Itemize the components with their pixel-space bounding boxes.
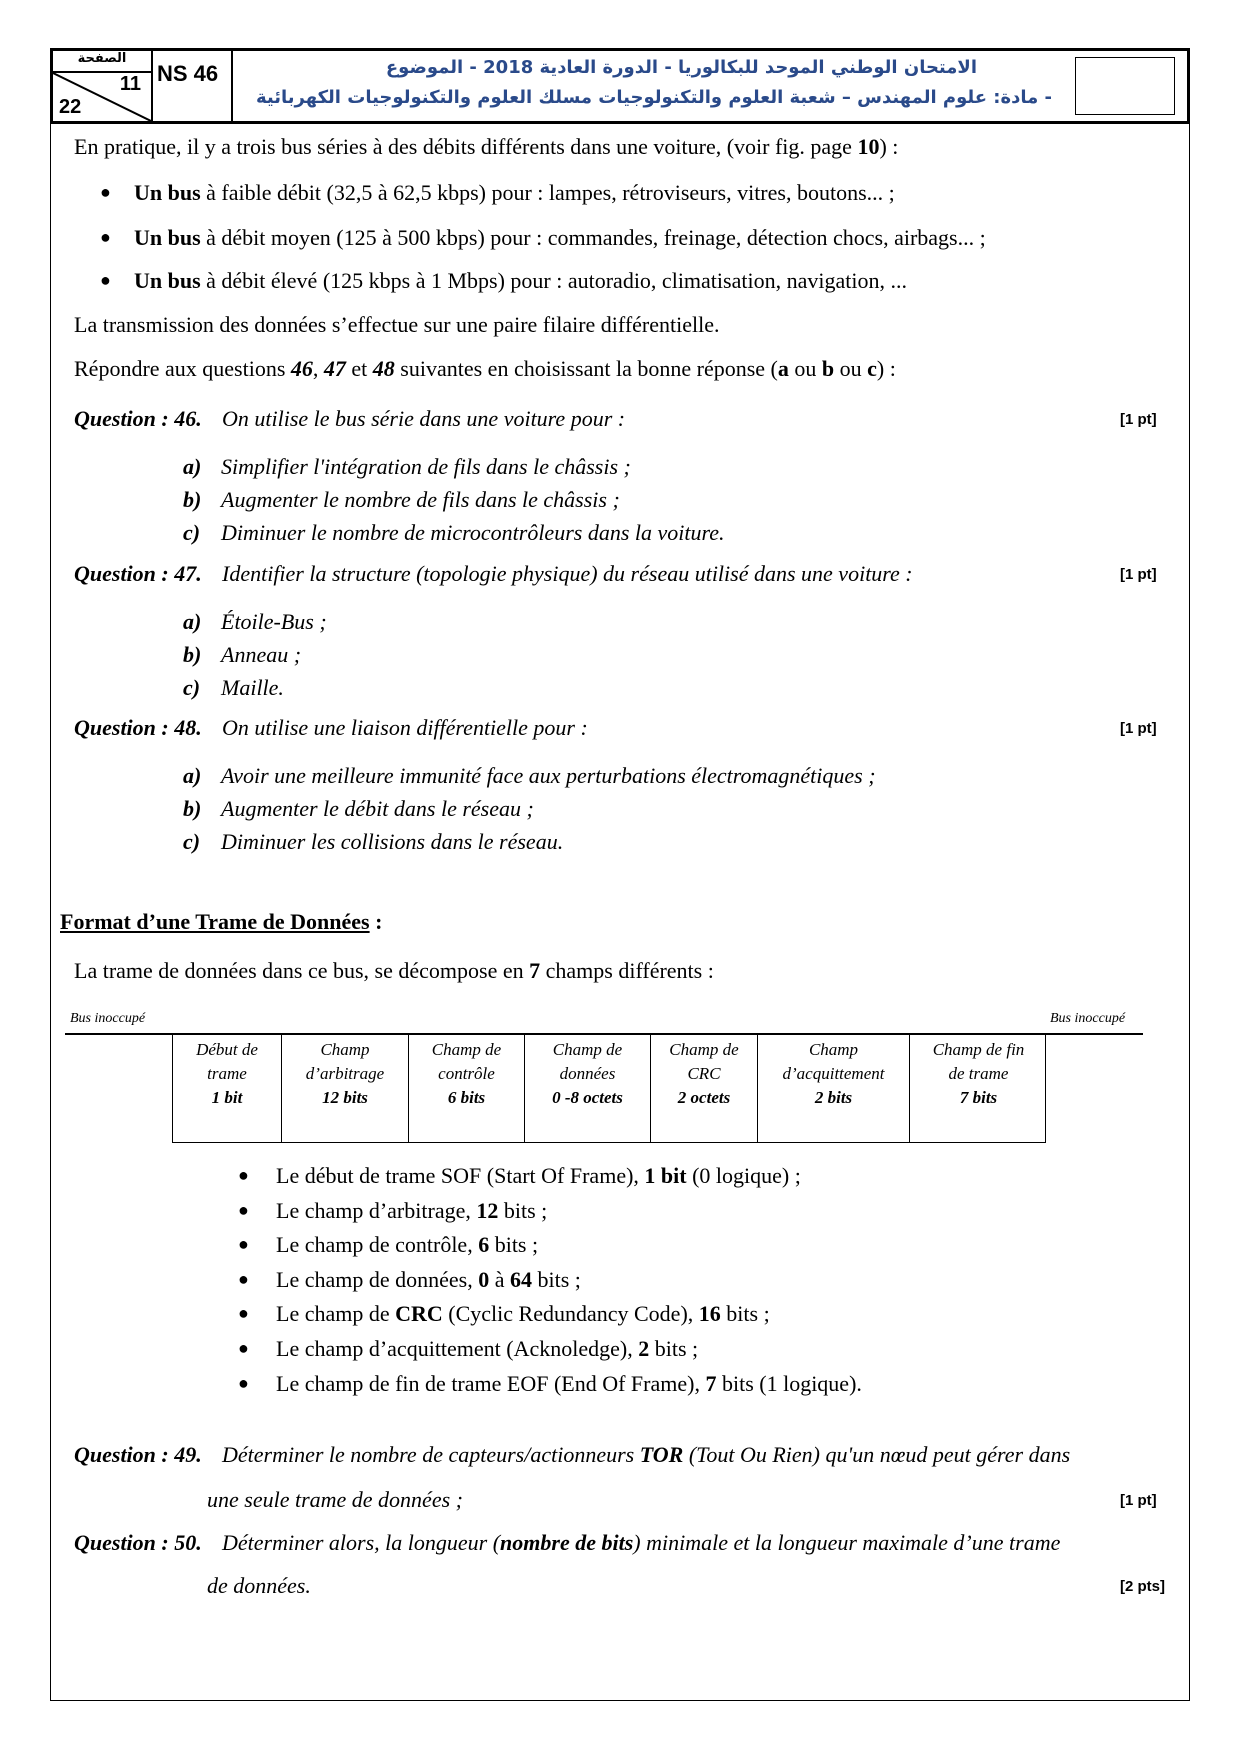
bus-bullet-text: à débit moyen (125 à 500 kbps) pour : commandes, freinage, détection chocs, airbags... ; — [200, 225, 986, 250]
frame-field — [281, 1034, 408, 1142]
bullet-icon: ● — [238, 1338, 249, 1358]
field-bullet-text: Le champ de — [276, 1301, 396, 1327]
bus-bullet — [134, 268, 907, 294]
frame-field-line: de trame — [948, 1064, 1009, 1083]
frame-field-line: Champ — [320, 1040, 370, 1059]
field-bullet-text: Le champ de données, — [276, 1266, 479, 1292]
q50-text: Déterminer alors, la longueur (nombre de bits) minimale et la longueur maximale d’une trame — [222, 1530, 1061, 1555]
frame-field-line: 1 bit — [211, 1088, 243, 1107]
bullet-icon: ● — [100, 227, 111, 247]
frame-field-line: Champ de — [552, 1040, 623, 1059]
option-text: Diminuer les collisions dans le réseau. — [221, 829, 564, 854]
field-bullet-text: bits ; — [498, 1197, 548, 1223]
q50-points: [2 pts] — [1120, 1578, 1165, 1595]
field-bullet-text: bits ; — [531, 1266, 581, 1292]
header-title-line2: - مادة: علوم المهندس – شعبة العلوم والتكنولوجيات مسلك العلوم والتكنولوجيات الكهربائية — [255, 87, 1052, 108]
option-letter: c) — [183, 675, 201, 700]
blank-box — [1075, 57, 1175, 115]
option-text: Simplifier l'intégration de fils dans le châssis ; — [221, 454, 631, 479]
option-letter: c) — [183, 520, 201, 545]
bus-bullet — [134, 180, 895, 206]
field-bullet — [276, 1301, 770, 1327]
bullet-icon: ● — [100, 182, 111, 202]
bullet-icon: ● — [238, 1165, 249, 1185]
bus-bullet-bold: Un bus — [134, 225, 201, 250]
page-label: الصفحة — [53, 51, 151, 73]
q50-text-line2: de données. — [207, 1573, 311, 1598]
frame-field-line: CRC — [687, 1064, 721, 1083]
bus-bullet-text: à débit élevé (125 kbps à 1 Mbps) pour : autoradio, climatisation, navigation, ... — [200, 268, 907, 293]
frame-fields-table — [172, 1034, 1046, 1143]
frame-field-line: d’acquittement — [782, 1064, 885, 1083]
frame-field-line: 2 octets — [677, 1088, 731, 1107]
bullet-icon: ● — [238, 1268, 249, 1289]
intro-text: En pratique, il y a trois bus séries à des débits différents dans une voiture, (voir fig. page 10) : — [74, 134, 899, 159]
frame-field — [408, 1034, 524, 1142]
field-bullet-bold: 6 — [478, 1232, 490, 1258]
bus-idle-right: Bus inoccupé — [1050, 1011, 1126, 1026]
bullet-icon: ● — [238, 1234, 249, 1255]
frame-field-line: 6 bits — [447, 1088, 486, 1107]
page-total: 22 — [59, 96, 82, 118]
frame-field-line: données — [559, 1064, 616, 1083]
bus-bullet-bold: Un bus — [134, 180, 201, 205]
option-letter: b) — [183, 487, 202, 512]
question-label: Question : 48. — [74, 715, 202, 740]
option-text: Anneau ; — [221, 642, 302, 667]
frame-field-line: Champ de — [669, 1040, 739, 1059]
exam-code: NS 46 — [157, 61, 219, 86]
field-bullet-bold: CRC — [395, 1301, 443, 1327]
option-text: Étoile-Bus ; — [221, 609, 327, 634]
instructions-text: Répondre aux questions 46, 47 et 48 suivantes en choisissant la bonne réponse (a ou b ou c) : — [74, 356, 896, 381]
section-title: Format d’une Trame de Données : — [60, 909, 383, 934]
option-letter: a) — [183, 763, 202, 788]
field-bullet-text: Le champ d’acquittement (Acknoledge), — [276, 1336, 639, 1361]
bullet-icon: ● — [100, 270, 111, 290]
field-bullet-text: bits ; — [649, 1336, 699, 1361]
q49-points: [1 pt] — [1120, 1492, 1157, 1509]
bullet-icon: ● — [238, 1199, 249, 1220]
field-bullet-bold: 12 — [476, 1197, 499, 1223]
option-text: Diminuer le nombre de microcontrôleurs dans la voiture. — [221, 520, 725, 545]
frame-field — [524, 1034, 650, 1142]
field-bullet — [276, 1371, 862, 1397]
question-text: On utilise une liaison différentielle pour : — [222, 715, 588, 740]
question-points: [1 pt] — [1120, 411, 1157, 428]
frame-field — [909, 1034, 1047, 1142]
field-bullet-text: (0 logique) ; — [686, 1163, 801, 1188]
transmission-text: La transmission des données s’effectue sur une paire filaire différentielle. — [74, 312, 720, 337]
option-letter: a) — [183, 454, 202, 479]
page-num: 11 — [119, 73, 141, 95]
option-letter: b) — [183, 796, 202, 821]
code-cell — [151, 51, 233, 121]
q50-label: Question : 50. — [74, 1530, 202, 1555]
format-intro: La trame de données dans ce bus, se décompose en 7 champs différents : — [74, 958, 714, 983]
field-bullet — [276, 1163, 801, 1189]
frame-field-line: contrôle — [438, 1064, 495, 1083]
question-points: [1 pt] — [1120, 720, 1157, 737]
option-text: Augmenter le débit dans le réseau ; — [221, 796, 534, 821]
frame-field-line: Champ — [808, 1040, 859, 1059]
bullet-icon: ● — [238, 1372, 249, 1393]
option-text: Augmenter le nombre de fils dans le châssis ; — [221, 487, 620, 512]
field-bullet-text: bits ; — [720, 1301, 770, 1327]
question-label: Question : 46. — [74, 406, 202, 431]
bus-idle-left: Bus inoccupé — [70, 1011, 146, 1026]
frame-field-line: d’arbitrage — [305, 1064, 385, 1083]
frame-field-line: 12 bits — [322, 1088, 368, 1107]
field-bullet-bold: 0 — [478, 1266, 490, 1292]
frame-field-line: 7 bits — [959, 1088, 998, 1107]
q49-label: Question : 49. — [74, 1442, 202, 1467]
field-bullet-text: bits ; — [489, 1232, 539, 1258]
option-letter: a) — [183, 609, 202, 634]
field-bullet-bold: 7 — [705, 1370, 717, 1396]
field-bullet-text: (Cyclic Redundancy Code), — [442, 1301, 699, 1327]
field-bullet-bold: 16 — [698, 1301, 721, 1327]
q49-text: Déterminer le nombre de capteurs/actionneurs TOR (Tout Ou Rien) qu'un nœud peut gérer dans — [222, 1442, 1071, 1467]
field-bullet-text: Le champ de fin de trame EOF (End Of Frame), — [276, 1370, 706, 1396]
field-bullet-bold: 2 — [638, 1336, 650, 1361]
field-bullet — [276, 1267, 581, 1293]
bus-bullet-bold: Un bus — [134, 268, 201, 293]
option-text: Avoir une meilleure immunité face aux perturbations électromagnétiques ; — [221, 763, 876, 788]
option-letter: c) — [183, 829, 201, 854]
frame-field — [757, 1034, 909, 1142]
frame-field — [650, 1034, 757, 1142]
question-text: Identifier la structure (topologie physique) du réseau utilisé dans une voiture : — [222, 561, 913, 586]
field-bullet-text: Le champ de contrôle, — [276, 1232, 479, 1258]
field-bullet-text: bits (1 logique). — [716, 1370, 862, 1396]
option-letter: b) — [183, 642, 202, 667]
question-label: Question : 47. — [74, 561, 202, 586]
frame-field-line: 0 -8 octets — [552, 1088, 623, 1107]
field-bullet-bold: 1 bit — [644, 1163, 687, 1188]
frame-field-line: Champ de fin — [932, 1040, 1025, 1059]
field-bullet-text: à — [489, 1266, 510, 1292]
q49-text-line2: une seule trame de données ; — [207, 1487, 463, 1512]
header-title-line1: الامتحان الوطني الموحد للبكالوريا - الدورة العادية 2018 - الموضوع — [385, 57, 977, 78]
bullet-icon: ● — [238, 1303, 249, 1324]
bus-bullet — [134, 225, 986, 251]
question-points: [1 pt] — [1120, 566, 1157, 583]
field-bullet — [276, 1336, 698, 1362]
option-text: Maille. — [221, 675, 284, 700]
bus-bullet-text: à faible débit (32,5 à 62,5 kbps) pour : lampes, rétroviseurs, vitres, boutons... ; — [200, 180, 895, 205]
frame-field-line: trame — [207, 1064, 247, 1083]
frame-field — [173, 1034, 281, 1142]
field-bullet-text: Le champ d’arbitrage, — [276, 1197, 477, 1223]
question-text: On utilise le bus série dans une voiture pour : — [222, 406, 626, 431]
frame-field-line: Début de — [196, 1040, 258, 1059]
field-bullet-bold: 64 — [509, 1266, 532, 1292]
frame-field-line: Champ de — [431, 1040, 502, 1059]
page-number-cell — [53, 51, 153, 121]
field-bullet — [276, 1232, 538, 1258]
exam-header — [50, 48, 1190, 124]
field-bullet-text: Le début de trame SOF (Start Of Frame), — [276, 1163, 645, 1188]
field-bullet — [276, 1198, 547, 1224]
frame-field-line: 2 bits — [814, 1088, 853, 1107]
